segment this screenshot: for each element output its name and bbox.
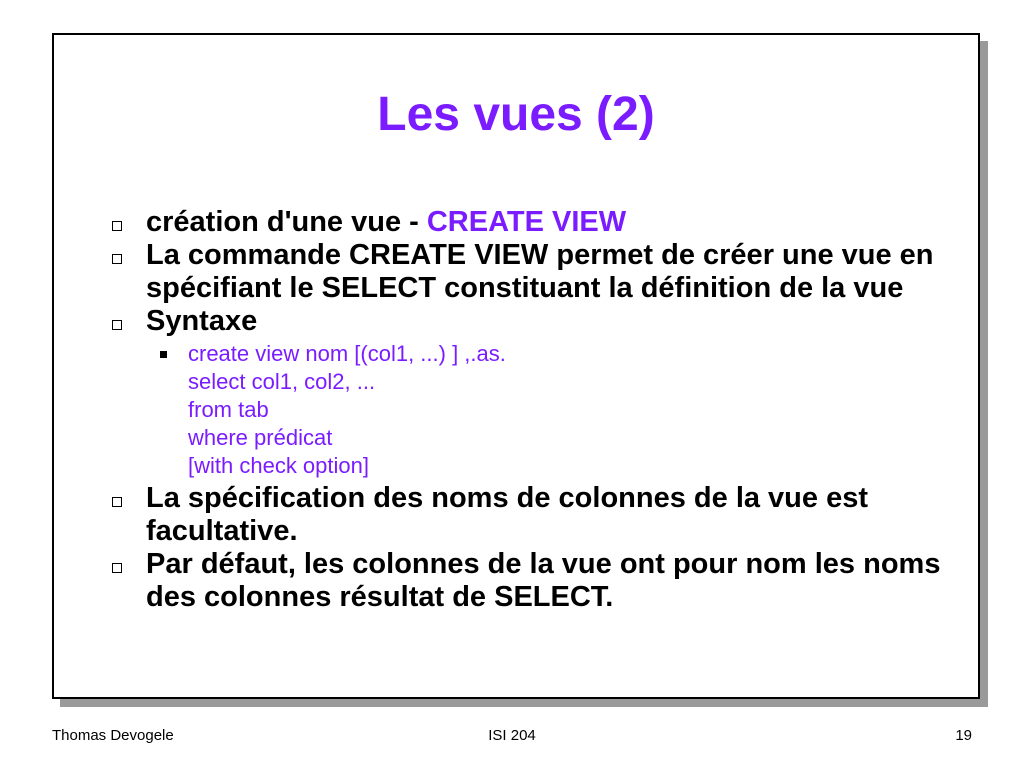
syntax-block	[108, 340, 968, 480]
syntax-line: from tab	[188, 397, 269, 422]
filled-square-bullet-icon	[160, 351, 167, 358]
bullet-text: La commande CREATE VIEW permet de créer une vue en spécifiant le SELECT constituant la définition de la vue	[146, 239, 934, 304]
hollow-square-bullet-icon	[112, 221, 122, 231]
bullet-accent-text: CREATE VIEW	[426, 206, 627, 238]
bullet-text: Syntaxe	[146, 305, 258, 337]
hollow-square-bullet-icon	[112, 254, 122, 264]
bullet-list	[108, 206, 968, 614]
bullet-text: Par défaut, les colonnes de la vue ont pour nom les noms des colonnes résultat de SELECT.	[146, 548, 941, 613]
footer-course: ISI 204	[488, 727, 536, 744]
footer-page-number: 19	[955, 727, 972, 744]
hollow-square-bullet-icon	[112, 497, 122, 507]
hollow-square-bullet-icon	[112, 563, 122, 573]
slide-title: Les vues (2)	[377, 88, 655, 141]
bullet-text: création d'une vue -	[146, 206, 427, 238]
syntax-line: where prédicat	[188, 425, 333, 450]
slide-frame	[52, 33, 980, 699]
syntax-line: create view nom [(col1, ...) ] ,.as.	[188, 341, 506, 366]
bullet-item	[108, 305, 968, 338]
syntax-line: [with check option]	[188, 453, 369, 478]
footer-author: Thomas Devogele	[52, 727, 174, 744]
bullet-text: La spécification des noms de colonnes de la vue est facultative.	[146, 482, 868, 547]
bullet-item	[108, 239, 968, 305]
syntax-line: select col1, col2, ...	[188, 369, 376, 394]
bullet-item	[108, 206, 968, 239]
bullet-item	[108, 482, 968, 548]
hollow-square-bullet-icon	[112, 320, 122, 330]
bullet-item	[108, 548, 968, 614]
